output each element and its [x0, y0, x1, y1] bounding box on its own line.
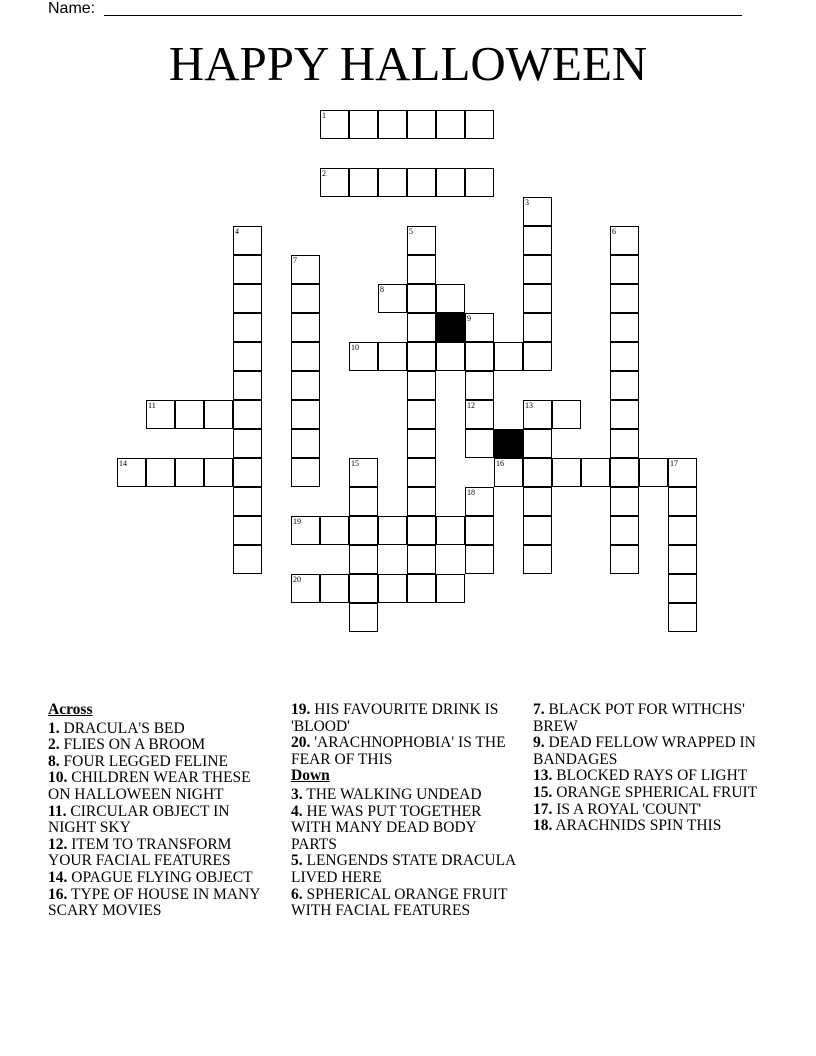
clue-text: IS A ROYAL 'COUNT' [552, 800, 702, 818]
clue-number-label: 11. [48, 802, 67, 820]
clue-number-label: 13. [533, 767, 553, 785]
grid-cell[interactable] [610, 400, 639, 429]
grid-cell[interactable] [610, 487, 639, 516]
clue-number: 1 [322, 111, 326, 120]
clue-item [533, 818, 761, 835]
grid-cell[interactable] [349, 516, 378, 545]
grid-cell[interactable] [233, 516, 262, 545]
clue-number: 18 [467, 488, 475, 497]
grid-cell[interactable] [407, 110, 436, 139]
clue-item [533, 768, 761, 785]
grid-cell[interactable] [320, 574, 349, 603]
grid-cell[interactable] [349, 458, 378, 487]
clue-text: CHILDREN WEAR THESE ON HALLOWEEN NIGHT [48, 769, 251, 803]
grid-cell[interactable] [349, 342, 378, 371]
grid-cell[interactable] [349, 487, 378, 516]
clue-item [291, 787, 519, 804]
grid-cell[interactable] [291, 400, 320, 429]
grid-cell[interactable] [465, 313, 494, 342]
clue-text: ARACHNIDS SPIN THIS [552, 817, 722, 835]
clue-number-label: 10. [48, 769, 68, 787]
clue-text: SPHERICAL ORANGE FRUIT WITH FACIAL FEATURES [291, 885, 508, 920]
grid-cell[interactable] [465, 110, 494, 139]
grid-cell[interactable] [349, 574, 378, 603]
grid-cell[interactable] [349, 545, 378, 574]
grid-cell[interactable] [610, 255, 639, 284]
down-header: Down [291, 767, 330, 785]
clue-text: HIS FAVOURITE DRINK IS 'BLOOD' [291, 701, 499, 735]
clue-number-label: 2. [48, 736, 60, 754]
grid-cell[interactable] [436, 284, 465, 313]
clue-number-label: 18. [533, 817, 553, 835]
clue-number: 15 [351, 459, 359, 468]
clue-item [48, 737, 276, 754]
grid-cell[interactable] [523, 284, 552, 313]
grid-cell[interactable] [407, 516, 436, 545]
grid-cell[interactable] [523, 400, 552, 429]
grid-cell[interactable] [465, 516, 494, 545]
clue-text: OPAGUE FLYING OBJECT [67, 868, 253, 886]
grid-cell[interactable] [175, 400, 204, 429]
clue-item [533, 702, 761, 735]
clue-item [291, 702, 519, 735]
grid-cell[interactable] [291, 458, 320, 487]
clue-text: CIRCULAR OBJECT IN NIGHT SKY [48, 802, 230, 837]
clue-item [48, 837, 276, 870]
clue-item [48, 754, 276, 771]
grid-cell[interactable] [233, 342, 262, 371]
clues-column-1 [48, 702, 276, 920]
grid-cell[interactable] [146, 458, 175, 487]
grid-cell[interactable] [523, 342, 552, 371]
grid-cell[interactable] [523, 226, 552, 255]
clue-number-label: 5. [291, 852, 303, 870]
grid-cell[interactable] [407, 458, 436, 487]
grid-cell[interactable] [320, 516, 349, 545]
grid-cell[interactable] [233, 400, 262, 429]
clue-item [291, 853, 519, 886]
clues-column-2 [291, 702, 519, 920]
grid-cell[interactable] [465, 400, 494, 429]
clue-item [533, 802, 761, 819]
grid-cell[interactable] [523, 458, 552, 487]
grid-cell[interactable] [233, 487, 262, 516]
clue-text: BLACK POT FOR WITHCHS' BREW [533, 701, 745, 735]
grid-cell[interactable] [639, 458, 668, 487]
clue-number: 16 [496, 459, 504, 468]
grid-cell[interactable] [407, 371, 436, 400]
clue-item [48, 804, 276, 837]
clue-number: 3 [525, 198, 529, 207]
clue-number-label: 3. [291, 785, 303, 803]
grid-cell[interactable] [378, 110, 407, 139]
grid-cell[interactable] [465, 371, 494, 400]
grid-cell[interactable] [378, 574, 407, 603]
clue-number-label: 12. [48, 835, 68, 853]
grid-cell[interactable] [668, 574, 697, 603]
clue-number-label: 19. [291, 701, 311, 718]
grid-cell[interactable] [668, 545, 697, 574]
clues-column-3 [533, 702, 761, 835]
black-square [494, 429, 523, 458]
grid-cell[interactable] [175, 458, 204, 487]
grid-cell[interactable] [523, 313, 552, 342]
clue-number: 10 [351, 343, 359, 352]
clue-number: 11 [148, 401, 156, 410]
clue-number-label: 15. [533, 783, 553, 801]
grid-cell[interactable] [581, 458, 610, 487]
grid-cell[interactable] [291, 284, 320, 313]
grid-cell[interactable] [233, 429, 262, 458]
grid-cell[interactable] [320, 110, 349, 139]
grid-cell[interactable] [610, 516, 639, 545]
grid-cell[interactable] [668, 516, 697, 545]
grid-cell[interactable] [668, 458, 697, 487]
clue-text: ITEM TO TRANSFORM YOUR FACIAL FEATURES [48, 835, 232, 870]
grid-cell[interactable] [668, 603, 697, 632]
grid-cell[interactable] [407, 284, 436, 313]
grid-cell[interactable] [436, 168, 465, 197]
clue-number: 9 [467, 314, 471, 323]
grid-cell[interactable] [610, 545, 639, 574]
grid-cell[interactable] [291, 516, 320, 545]
grid-cell[interactable] [378, 342, 407, 371]
grid-cell[interactable] [233, 255, 262, 284]
clue-number: 5 [409, 227, 413, 236]
clue-number-label: 8. [48, 752, 60, 770]
grid-cell[interactable] [349, 168, 378, 197]
grid-cell[interactable] [523, 545, 552, 574]
grid-cell[interactable] [407, 168, 436, 197]
grid-cell[interactable] [233, 371, 262, 400]
grid-cell[interactable] [523, 516, 552, 545]
grid-cell[interactable] [291, 371, 320, 400]
grid-cell[interactable] [291, 574, 320, 603]
grid-cell[interactable] [465, 429, 494, 458]
clue-number: 19 [293, 517, 301, 526]
clue-number-label: 17. [533, 800, 553, 818]
clue-item [48, 721, 276, 738]
clue-number-label: 7. [533, 701, 545, 718]
grid-cell[interactable] [494, 458, 523, 487]
grid-cell[interactable] [407, 255, 436, 284]
grid-cell[interactable] [378, 284, 407, 313]
clue-number: 4 [235, 227, 239, 236]
grid-cell[interactable] [552, 400, 581, 429]
grid-cell[interactable] [407, 400, 436, 429]
grid-cell[interactable] [494, 342, 523, 371]
grid-cell[interactable] [407, 342, 436, 371]
clue-item [533, 735, 761, 768]
clue-text: TYPE OF HOUSE IN MANY SCARY MOVIES [48, 885, 260, 920]
grid-cell[interactable] [146, 400, 175, 429]
clue-number: 13 [525, 401, 533, 410]
clue-number-label: 14. [48, 868, 68, 886]
grid-cell[interactable] [610, 371, 639, 400]
grid-cell[interactable] [407, 226, 436, 255]
grid-cell[interactable] [378, 168, 407, 197]
grid-cell[interactable] [465, 342, 494, 371]
clue-text: FOUR LEGGED FELINE [59, 752, 228, 770]
grid-cell[interactable] [407, 429, 436, 458]
grid-cell[interactable] [436, 110, 465, 139]
clue-text: ORANGE SPHERICAL FRUIT [552, 783, 758, 801]
grid-cell[interactable] [523, 487, 552, 516]
grid-cell[interactable] [407, 545, 436, 574]
clue-number-label: 9. [533, 734, 545, 752]
grid-cell[interactable] [407, 313, 436, 342]
clue-number: 17 [670, 459, 678, 468]
grid-cell[interactable] [436, 516, 465, 545]
clue-number-label: 4. [291, 802, 303, 820]
grid-cell[interactable] [610, 313, 639, 342]
clue-number-label: 1. [48, 719, 60, 737]
across-header: Across [48, 701, 93, 718]
grid-cell[interactable] [320, 168, 349, 197]
clue-number: 20 [293, 575, 301, 584]
clue-number-label: 20. [291, 734, 311, 752]
grid-cell[interactable] [523, 197, 552, 226]
grid-cell[interactable] [233, 313, 262, 342]
grid-cell[interactable] [204, 458, 233, 487]
grid-cell[interactable] [465, 168, 494, 197]
grid-cell[interactable] [407, 574, 436, 603]
clue-number: 14 [119, 459, 127, 468]
clue-text: DEAD FELLOW WRAPPED IN BANDAGES [533, 734, 756, 768]
clue-number: 7 [293, 256, 297, 265]
grid-cell[interactable] [436, 574, 465, 603]
clue-item [48, 870, 276, 887]
grid-cell[interactable] [610, 226, 639, 255]
puzzle-title: HAPPY HALLOWEEN [168, 36, 648, 91]
grid-cell[interactable] [349, 110, 378, 139]
clue-item [48, 887, 276, 920]
name-label: Name: [48, 0, 96, 17]
clue-item [291, 887, 519, 920]
clue-text: LENGENDS STATE DRACULA LIVED HERE [291, 852, 516, 886]
grid-cell[interactable] [610, 342, 639, 371]
grid-cell[interactable] [378, 516, 407, 545]
black-square [436, 313, 465, 342]
grid-cell[interactable] [610, 458, 639, 487]
clue-text: BLOCKED RAYS OF LIGHT [552, 767, 748, 785]
grid-cell[interactable] [291, 255, 320, 284]
clue-text: FLIES ON A BROOM [59, 736, 206, 754]
grid-cell[interactable] [233, 545, 262, 574]
clue-number: 8 [380, 285, 384, 294]
grid-cell[interactable] [436, 342, 465, 371]
grid-cell[interactable] [233, 458, 262, 487]
clue-item [533, 785, 761, 802]
clue-text: THE WALKING UNDEAD [302, 785, 482, 803]
grid-cell[interactable] [523, 255, 552, 284]
grid-cell[interactable] [291, 313, 320, 342]
grid-cell[interactable] [523, 429, 552, 458]
grid-cell[interactable] [668, 487, 697, 516]
clue-text: 'ARACHNOPHOBIA' IS THE FEAR OF THIS [291, 734, 506, 768]
grid-cell[interactable] [465, 545, 494, 574]
grid-cell[interactable] [349, 603, 378, 632]
grid-cell[interactable] [291, 429, 320, 458]
grid-cell[interactable] [233, 284, 262, 313]
clue-text: DRACULA'S BED [59, 719, 185, 737]
grid-cell[interactable] [407, 487, 436, 516]
grid-cell[interactable] [610, 284, 639, 313]
grid-cell[interactable] [204, 400, 233, 429]
clue-item [291, 804, 519, 854]
grid-cell[interactable] [465, 487, 494, 516]
grid-cell[interactable] [233, 226, 262, 255]
grid-cell[interactable] [291, 342, 320, 371]
clue-number-label: 6. [291, 885, 303, 903]
clue-number-label: 16. [48, 885, 68, 903]
clue-number: 6 [612, 227, 616, 236]
clue-text: HE WAS PUT TOGETHER WITH MANY DEAD BODY PARTS [291, 802, 482, 853]
grid-cell[interactable] [117, 458, 146, 487]
grid-cell[interactable] [610, 429, 639, 458]
clue-number: 2 [322, 169, 326, 178]
clue-number: 12 [467, 401, 475, 410]
grid-cell[interactable] [552, 458, 581, 487]
clue-item [48, 770, 276, 803]
clue-item [291, 735, 519, 768]
